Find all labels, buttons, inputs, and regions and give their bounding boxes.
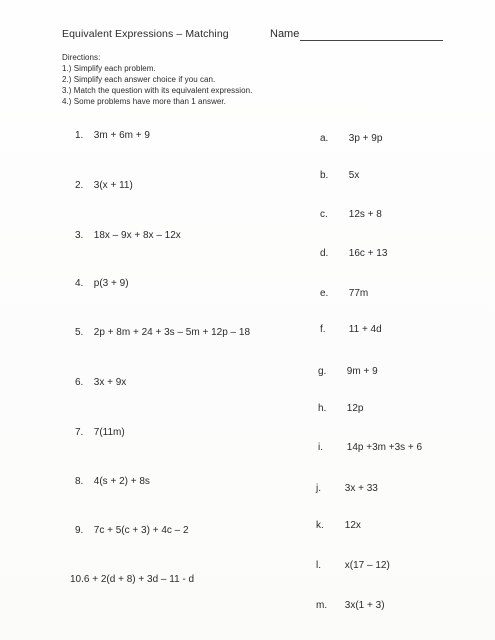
question-number: 7.	[75, 427, 84, 438]
direction-step: 2.) Simplify each answer choice if you can.	[62, 75, 216, 84]
question-number: 10.	[70, 574, 84, 585]
answer-letter: l.	[316, 560, 321, 571]
question-item	[75, 525, 189, 536]
answer-letter: m.	[316, 600, 328, 611]
answer-letter: e.	[320, 288, 329, 299]
answer-expression: 5x	[348, 170, 360, 181]
question-number: 4.	[75, 278, 84, 289]
answer-item	[316, 520, 361, 531]
answer-expression: 9m + 9	[346, 366, 378, 377]
question-number: 8.	[75, 476, 84, 487]
name-field	[270, 28, 450, 44]
question-item	[75, 180, 133, 191]
answer-letter: b.	[320, 170, 329, 181]
worksheet-title: Equivalent Expressions – Matching	[62, 28, 229, 40]
answer-expression: 11 + 4d	[348, 324, 382, 335]
answer-letter: d.	[320, 248, 329, 259]
answer-expression: 3x(1 + 3)	[344, 600, 385, 611]
question-expression: 7c + 5(c + 3) + 4c – 2	[93, 525, 189, 536]
answer-item	[320, 248, 387, 259]
answer-item	[320, 324, 382, 335]
question-item	[75, 278, 129, 289]
answer-item	[318, 366, 378, 377]
question-number: 6.	[75, 377, 84, 388]
question-expression: 6 + 2(d + 8) + 3d – 11 - d	[83, 574, 195, 585]
name-label: Name	[270, 28, 300, 40]
question-number: 3.	[75, 230, 84, 241]
answer-expression: 16c + 13	[348, 248, 388, 259]
question-item	[70, 574, 194, 585]
question-expression: p(3 + 9)	[93, 278, 129, 289]
answer-letter: k.	[316, 520, 324, 531]
answer-expression: x(17 – 12)	[344, 560, 390, 571]
answer-item	[316, 600, 385, 611]
answer-item	[316, 560, 390, 571]
direction-step: 3.) Match the question with its equivalent expression.	[62, 86, 253, 95]
question-number: 9.	[75, 525, 84, 536]
answer-expression: 12p	[346, 403, 364, 414]
direction-step: 1.) Simplify each problem.	[62, 64, 156, 73]
question-expression: 4(s + 2) + 8s	[93, 476, 150, 487]
question-item	[75, 427, 125, 438]
answer-letter: j.	[316, 483, 321, 494]
question-expression: 7(11m)	[93, 427, 125, 438]
question-number: 1.	[75, 130, 84, 141]
question-expression: 18x – 9x + 8x – 12x	[93, 230, 181, 241]
question-expression: 3x + 9x	[93, 377, 127, 388]
answer-expression: 3p + 9p	[348, 133, 383, 144]
directions-block	[62, 52, 252, 107]
answer-item	[320, 170, 359, 181]
question-item	[75, 377, 126, 388]
answer-expression: 12x	[344, 520, 361, 531]
answer-letter: f.	[320, 324, 326, 335]
question-number: 5.	[75, 327, 84, 338]
question-item	[75, 230, 181, 241]
question-item	[75, 327, 250, 338]
answer-letter: h.	[318, 403, 327, 414]
answer-expression: 12s + 8	[348, 209, 382, 220]
answer-item	[320, 288, 368, 299]
answer-item	[316, 483, 378, 494]
question-item	[75, 476, 150, 487]
answer-expression: 14p +3m +3s + 6	[346, 442, 423, 453]
answer-item	[318, 403, 363, 414]
direction-step: 4.) Some problems have more than 1 answer.	[62, 97, 226, 106]
question-expression: 2p + 8m + 24 + 3s – 5m + 12p – 18	[93, 327, 251, 338]
answer-item	[320, 133, 382, 144]
answer-letter: g.	[318, 366, 327, 377]
directions-title: Directions:	[62, 53, 101, 62]
answer-letter: c.	[320, 209, 328, 220]
answer-expression: 3x + 33	[344, 483, 378, 494]
question-expression: 3(x + 11)	[93, 180, 133, 191]
answer-letter: i.	[318, 442, 323, 453]
question-number: 2.	[75, 180, 84, 191]
answer-item	[318, 442, 422, 453]
answer-item	[320, 209, 382, 220]
name-line	[300, 40, 443, 41]
question-item	[75, 130, 150, 141]
answer-expression: 77m	[348, 288, 369, 299]
question-expression: 3m + 6m + 9	[93, 130, 150, 141]
answer-letter: a.	[320, 133, 329, 144]
